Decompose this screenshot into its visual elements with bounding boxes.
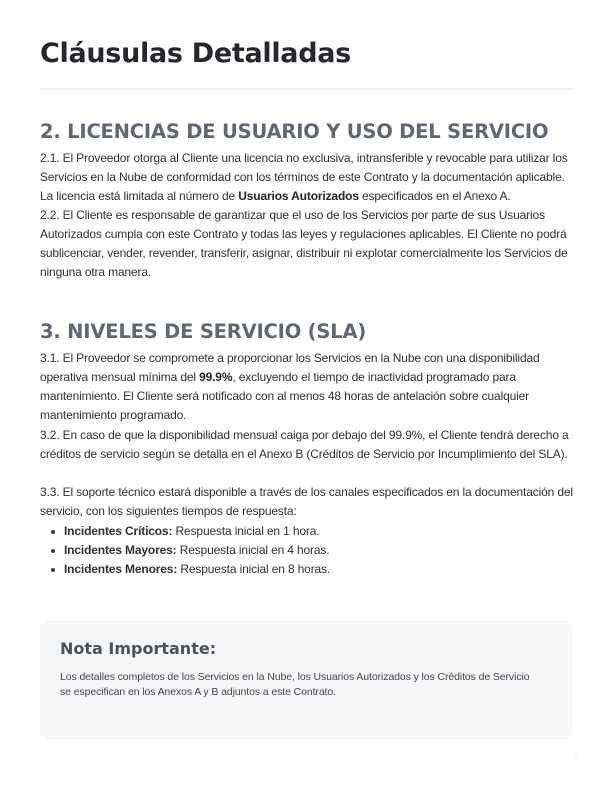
list-item: [64, 560, 330, 579]
clause-text: 2.1. El Proveedor otorga al Cliente una licencia no exclusiva, intransferible y revocable para utilizar los Servicios en la Nube de conformidad con los términos de este Contrato y la documentación aplicable. La licencia está limitada al número de: [40, 151, 568, 203]
list-item: [64, 541, 330, 560]
page-title: Cláusulas Detalladas: [40, 38, 351, 69]
section-heading-licencias: 2. LICENCIAS DE USUARIO Y USO DEL SERVICIO: [40, 120, 549, 143]
important-note-box: [40, 620, 572, 740]
title-divider: [40, 88, 572, 90]
page-number: 3: [573, 751, 579, 761]
response-times-list: [40, 522, 330, 579]
list-item-label: Incidentes Críticos:: [64, 524, 173, 538]
clause-text: , excluyendo el tiempo de inactividad programado para mantenimiento. El Cliente será notificado con al menos 48 horas de antelación sobre cualquier mantenimiento programado.: [40, 370, 530, 422]
list-item: [64, 522, 330, 541]
clause-text: 3.1. El Proveedor se compromete a proporcionar los Servicios en la Nube con una disponibilidad operativa mensual mínima del: [40, 351, 540, 384]
list-item-label: Incidentes Mayores:: [64, 543, 177, 557]
note-title: Nota Importante:: [60, 639, 217, 658]
section-heading-sla: 3. NIVELES DE SERVICIO (SLA): [40, 320, 367, 343]
list-item-text: Respuesta inicial en 4 horas.: [176, 543, 330, 557]
clause-3-3: 3.3. El soporte técnico estará disponible a través de los canales especificados en la documentación del servicio, con los siguientes tiempos de respuesta:: [40, 485, 573, 518]
clause-bold-term: 99.9%: [199, 370, 233, 384]
list-item-text: Respuesta inicial en 1 hora.: [172, 524, 320, 538]
clause-2-1: [40, 149, 574, 206]
clause-bold-term: Usuarios Autorizados: [238, 189, 359, 203]
clause-3-1: [40, 349, 574, 425]
clause-3-2: 3.2. En caso de que la disponibilidad mensual caiga por debajo del 99.9%, el Cliente tendrá derecho a créditos de servicio según se detalla en el Anexo B (Créditos de Servicio por Incumplimiento del SLA).: [40, 428, 569, 461]
list-item-label: Incidentes Menores:: [64, 562, 178, 576]
list-item-text: Respuesta inicial en 8 horas.: [177, 562, 331, 576]
clause-2-2: 2.2. El Cliente es responsable de garantizar que el uso de los Servicios por parte de sus Usuarios Autorizados cumpla con este Contrato y todas las leyes y regulaciones aplicables. El Cliente no podrá sublicenciar, vender, revender, transferir, asignar, distribuir ni explotar comercialmente los Servicios de ninguna otra manera.: [40, 208, 568, 279]
note-text: Los detalles completos de los Servicios en la Nube, los Usuarios Autorizados y los Créditos de Servicio se especifican en los Anexos A y B adjuntos a este Contrato.: [60, 671, 530, 698]
clause-text: especificados en el Anexo A.: [358, 189, 511, 203]
